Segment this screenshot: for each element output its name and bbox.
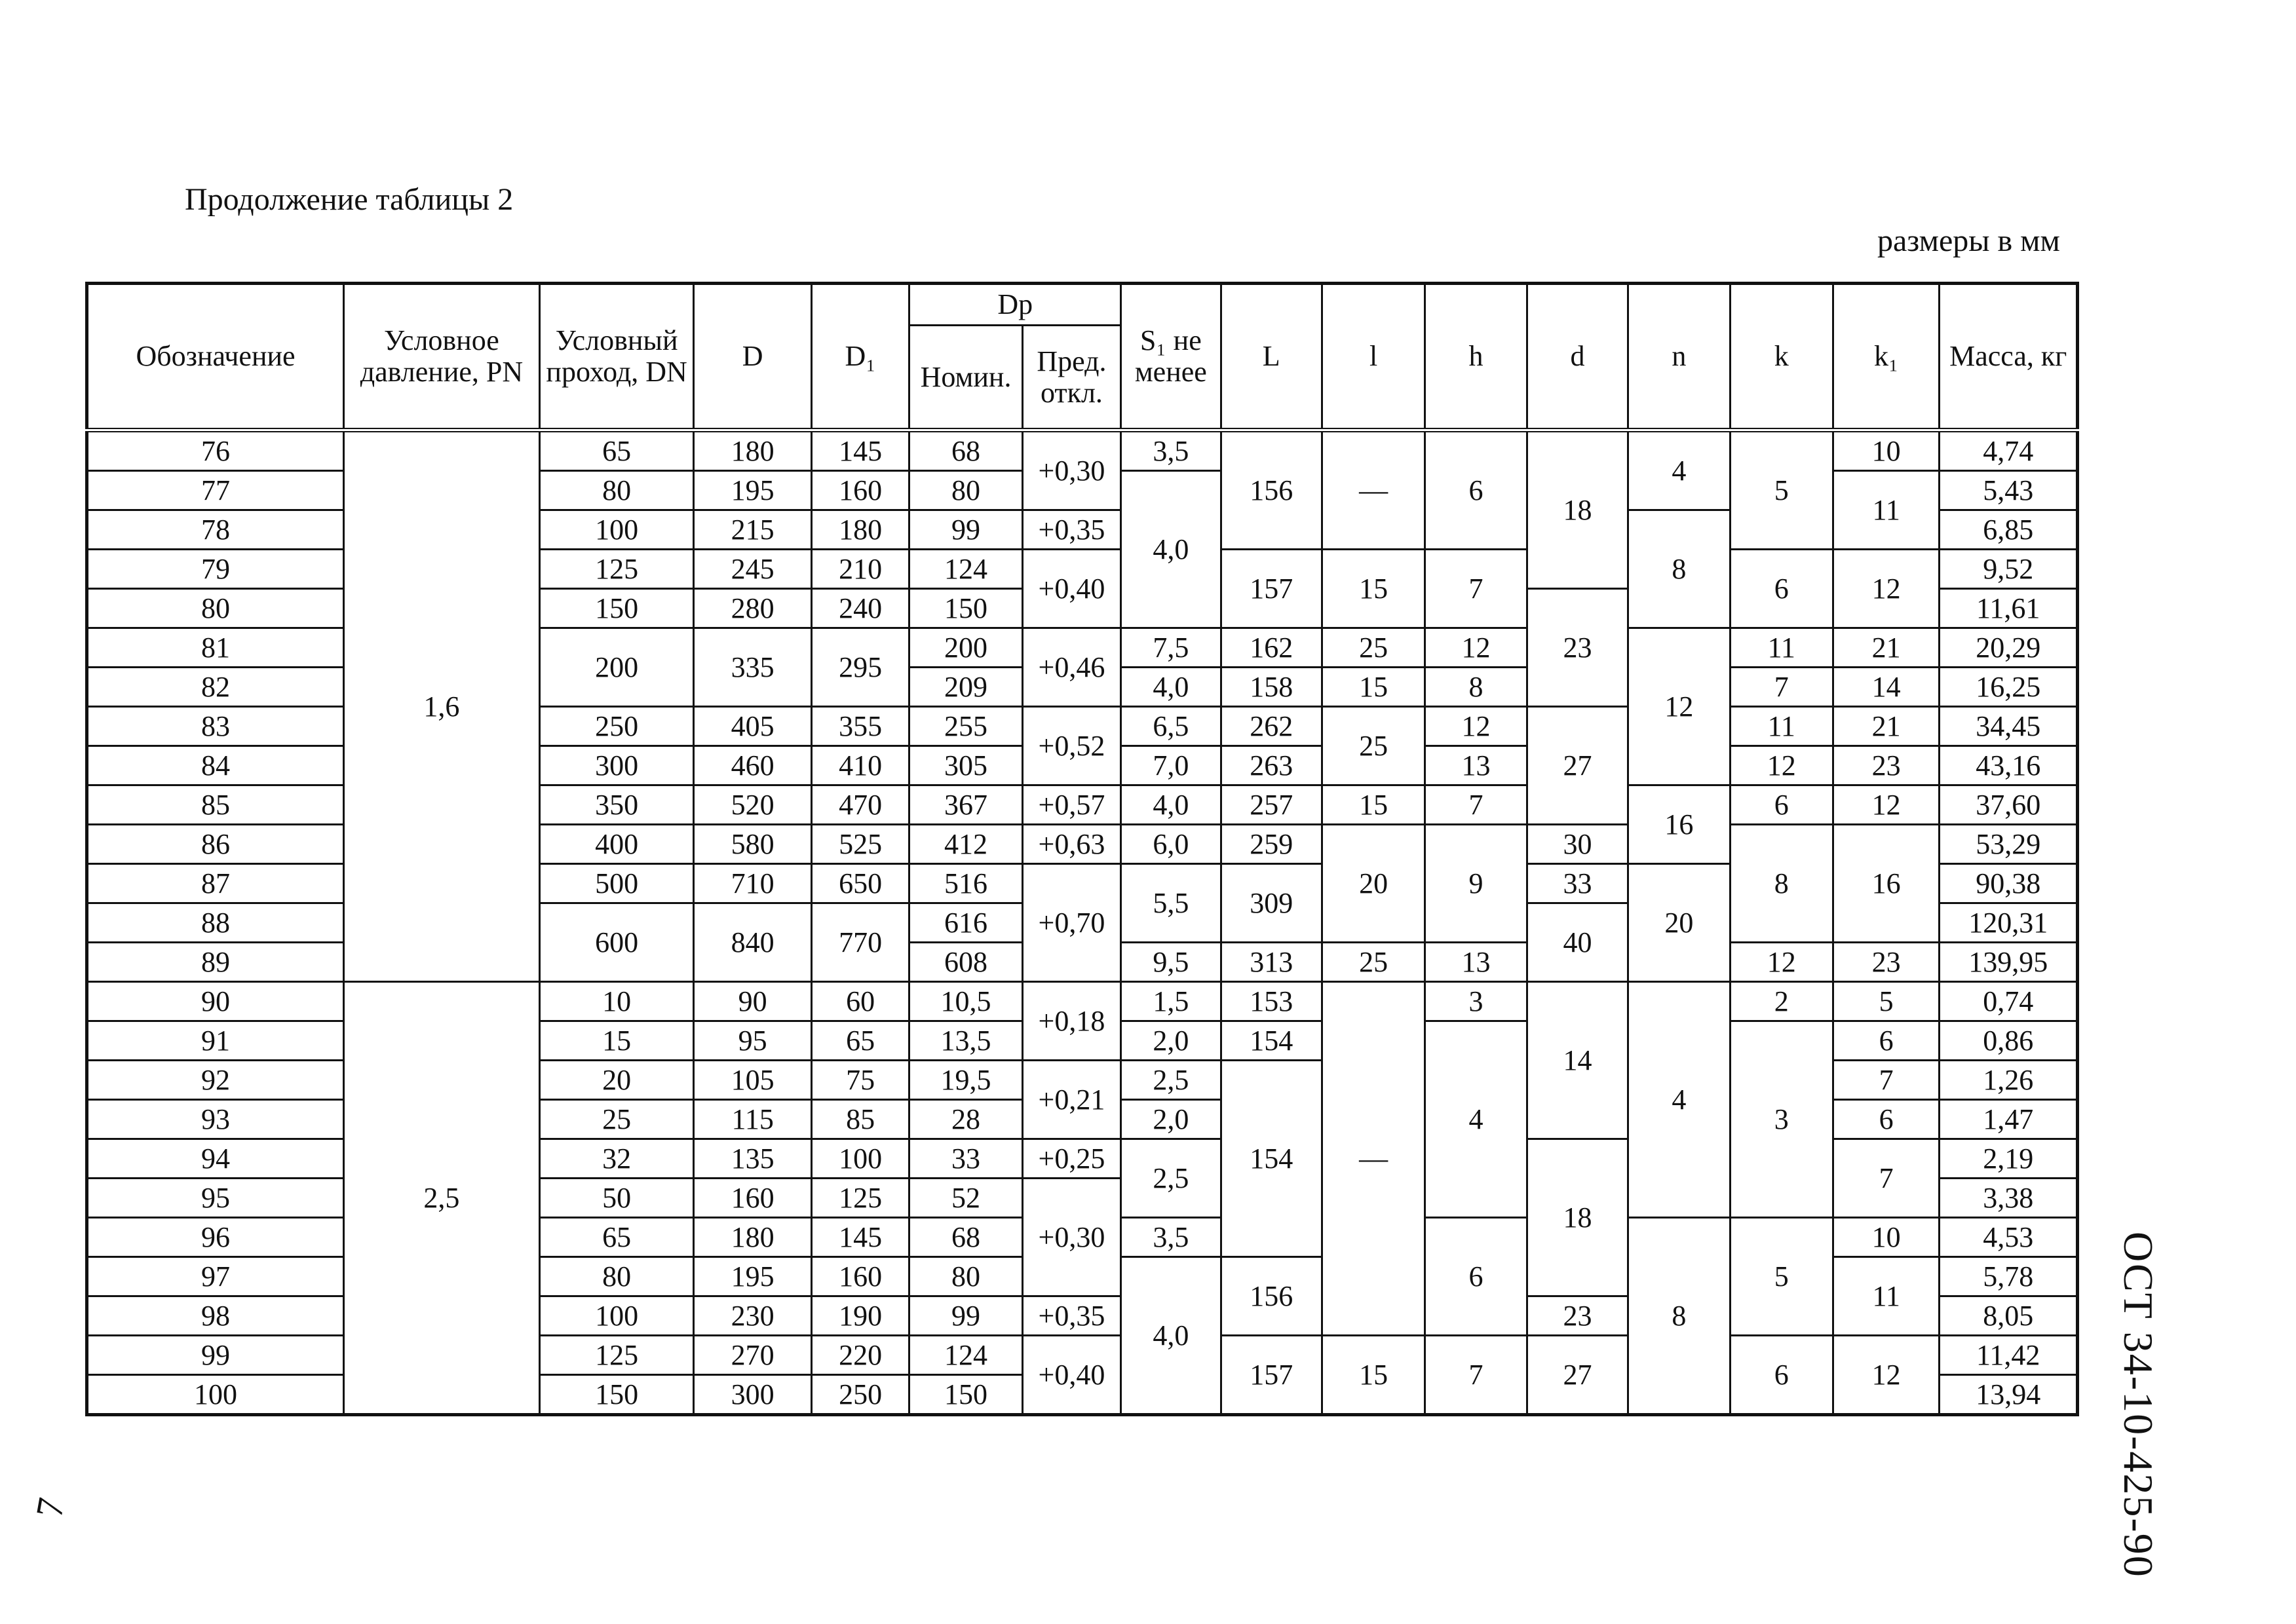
cell-mass: 6,85 — [1940, 510, 2078, 550]
cell-D: 520 — [694, 785, 811, 825]
cell-dp-tolerance: +0,57 — [1022, 785, 1120, 825]
cell-dp-tolerance: +0,52 — [1022, 707, 1120, 785]
cell-s1: 3,5 — [1121, 430, 1221, 471]
cell-D1: 525 — [811, 825, 909, 864]
cell-dn: 80 — [539, 471, 694, 510]
cell-dp-nominal: 99 — [909, 510, 1022, 550]
cell-pressure: 2,5 — [344, 982, 540, 1415]
cell-h: 4 — [1425, 1021, 1527, 1218]
cell-D1: 65 — [811, 1021, 909, 1061]
cell-d: 33 — [1527, 864, 1628, 903]
cell-dn: 125 — [539, 550, 694, 589]
cell-mass: 1,26 — [1940, 1061, 2078, 1100]
cell-s1: 6,0 — [1121, 825, 1221, 864]
cell-dn: 100 — [539, 510, 694, 550]
cell-d: 23 — [1527, 589, 1628, 707]
cell-dp-nominal: 68 — [909, 430, 1022, 471]
cell-mass: 3,38 — [1940, 1179, 2078, 1218]
cell-designation: 94 — [87, 1139, 344, 1179]
cell-designation: 93 — [87, 1100, 344, 1139]
cell-l: 25 — [1322, 628, 1425, 668]
cell-D1: 145 — [811, 1218, 909, 1257]
cell-d: 30 — [1527, 825, 1628, 864]
cell-k: 2 — [1730, 982, 1833, 1021]
cell-D1: 355 — [811, 707, 909, 746]
cell-k: 6 — [1730, 1336, 1833, 1415]
cell-designation: 81 — [87, 628, 344, 668]
cell-dp-nominal: 305 — [909, 746, 1022, 785]
cell-designation: 89 — [87, 943, 344, 982]
cell-dn: 350 — [539, 785, 694, 825]
cell-D: 230 — [694, 1296, 811, 1336]
cell-dp-tolerance: +0,25 — [1022, 1139, 1120, 1179]
cell-k: 11 — [1730, 628, 1833, 668]
header-D1: D₁ — [811, 284, 909, 430]
cell-mass: 0,74 — [1940, 982, 2078, 1021]
header-k: k — [1730, 284, 1833, 430]
cell-dn: 50 — [539, 1179, 694, 1218]
header-bore: Условный проход, DN — [539, 284, 694, 430]
cell-mass: 43,16 — [1940, 746, 2078, 785]
cell-mass: 11,61 — [1940, 589, 2078, 628]
cell-D1: 60 — [811, 982, 909, 1021]
cell-D1: 650 — [811, 864, 909, 903]
cell-l: 25 — [1322, 943, 1425, 982]
cell-designation: 87 — [87, 864, 344, 903]
cell-k1: 11 — [1833, 1257, 1939, 1336]
cell-designation: 98 — [87, 1296, 344, 1336]
cell-dp-nominal: 200 — [909, 628, 1022, 668]
cell-L: 156 — [1221, 1257, 1322, 1336]
cell-dp-nominal: 28 — [909, 1100, 1022, 1139]
cell-mass: 53,29 — [1940, 825, 2078, 864]
cell-L: 158 — [1221, 668, 1322, 707]
cell-D1: 75 — [811, 1061, 909, 1100]
cell-d: 27 — [1527, 1336, 1628, 1415]
cell-h: 6 — [1425, 1218, 1527, 1336]
cell-k1: 10 — [1833, 430, 1939, 471]
cell-designation: 91 — [87, 1021, 344, 1061]
table-caption: Продолжение таблицы 2 — [185, 182, 514, 217]
cell-k1: 12 — [1833, 550, 1939, 628]
cell-k1: 7 — [1833, 1061, 1939, 1100]
cell-dp-nominal: 124 — [909, 1336, 1022, 1375]
cell-D: 280 — [694, 589, 811, 628]
cell-D1: 210 — [811, 550, 909, 589]
cell-d: 40 — [1527, 903, 1628, 982]
cell-dp-tolerance: +0,63 — [1022, 825, 1120, 864]
cell-mass: 34,45 — [1940, 707, 2078, 746]
cell-L: 309 — [1221, 864, 1322, 943]
cell-s1: 9,5 — [1121, 943, 1221, 982]
units-note: размеры в мм — [1877, 223, 2060, 258]
cell-dn: 200 — [539, 628, 694, 707]
header-Dp: Dp — [909, 284, 1121, 326]
cell-k: 12 — [1730, 746, 1833, 785]
cell-L: 154 — [1221, 1021, 1322, 1061]
cell-dp-nominal: 209 — [909, 668, 1022, 707]
cell-D1: 160 — [811, 471, 909, 510]
dimensions-table-wrapper — [85, 282, 2079, 1416]
cell-l: 20 — [1322, 825, 1425, 943]
cell-D: 335 — [694, 628, 811, 707]
cell-s1: 4,0 — [1121, 785, 1221, 825]
cell-l: 25 — [1322, 707, 1425, 785]
cell-D1: 100 — [811, 1139, 909, 1179]
cell-dn: 500 — [539, 864, 694, 903]
cell-dp-tolerance: +0,46 — [1022, 628, 1120, 707]
cell-s1: 4,0 — [1121, 1257, 1221, 1415]
cell-dp-nominal: 80 — [909, 1257, 1022, 1296]
cell-dp-tolerance: +0,30 — [1022, 1179, 1120, 1296]
cell-L: 259 — [1221, 825, 1322, 864]
cell-k: 5 — [1730, 430, 1833, 550]
cell-D1: 180 — [811, 510, 909, 550]
cell-dp-tolerance: +0,21 — [1022, 1061, 1120, 1139]
cell-D: 105 — [694, 1061, 811, 1100]
header-D: D — [694, 284, 811, 430]
cell-D: 195 — [694, 471, 811, 510]
cell-designation: 86 — [87, 825, 344, 864]
cell-k1: 14 — [1833, 668, 1939, 707]
cell-designation: 78 — [87, 510, 344, 550]
cell-dp-nominal: 124 — [909, 550, 1022, 589]
cell-designation: 82 — [87, 668, 344, 707]
cell-D1: 240 — [811, 589, 909, 628]
cell-k1: 21 — [1833, 707, 1939, 746]
cell-dn: 65 — [539, 430, 694, 471]
cell-D: 180 — [694, 430, 811, 471]
cell-designation: 79 — [87, 550, 344, 589]
cell-k1: 23 — [1833, 746, 1939, 785]
cell-k: 6 — [1730, 785, 1833, 825]
cell-designation: 95 — [87, 1179, 344, 1218]
cell-n: 8 — [1628, 1218, 1730, 1415]
cell-k1: 12 — [1833, 1336, 1939, 1415]
cell-l: 15 — [1322, 1336, 1425, 1415]
cell-designation: 85 — [87, 785, 344, 825]
cell-dp-nominal: 52 — [909, 1179, 1022, 1218]
cell-dn: 400 — [539, 825, 694, 864]
cell-D: 215 — [694, 510, 811, 550]
cell-k1: 11 — [1833, 471, 1939, 550]
cell-h: 7 — [1425, 550, 1527, 628]
cell-k: 7 — [1730, 668, 1833, 707]
header-designation: Обозначение — [87, 284, 344, 430]
cell-D1: 295 — [811, 628, 909, 707]
cell-d: 14 — [1527, 982, 1628, 1139]
cell-n: 16 — [1628, 785, 1730, 864]
cell-s1: 2,5 — [1121, 1139, 1221, 1218]
cell-designation: 96 — [87, 1218, 344, 1257]
cell-designation: 100 — [87, 1375, 344, 1415]
cell-mass: 139,95 — [1940, 943, 2078, 982]
cell-mass: 120,31 — [1940, 903, 2078, 943]
cell-dp-tolerance: +0,30 — [1022, 430, 1120, 510]
cell-dp-tolerance: +0,70 — [1022, 864, 1120, 982]
cell-D: 300 — [694, 1375, 811, 1415]
cell-dp-nominal: 33 — [909, 1139, 1022, 1179]
standard-code: ОСТ 34-10-425-90 — [2115, 1232, 2162, 1578]
cell-D1: 160 — [811, 1257, 909, 1296]
cell-s1: 5,5 — [1121, 864, 1221, 943]
cell-mass: 13,94 — [1940, 1375, 2078, 1415]
cell-D: 180 — [694, 1218, 811, 1257]
cell-h: 6 — [1425, 430, 1527, 550]
cell-mass: 4,53 — [1940, 1218, 2078, 1257]
cell-dn: 600 — [539, 903, 694, 982]
cell-dp-nominal: 80 — [909, 471, 1022, 510]
cell-mass: 37,60 — [1940, 785, 2078, 825]
cell-h: 12 — [1425, 628, 1527, 668]
cell-D: 135 — [694, 1139, 811, 1179]
cell-designation: 88 — [87, 903, 344, 943]
cell-h: 9 — [1425, 825, 1527, 943]
cell-s1: 2,0 — [1121, 1100, 1221, 1139]
cell-designation: 80 — [87, 589, 344, 628]
cell-dp-nominal: 99 — [909, 1296, 1022, 1336]
cell-k1: 12 — [1833, 785, 1939, 825]
cell-mass: 0,86 — [1940, 1021, 2078, 1061]
cell-k: 3 — [1730, 1021, 1833, 1218]
cell-n: 4 — [1628, 430, 1730, 510]
cell-pressure: 1,6 — [344, 430, 540, 982]
header-dp-tolerance: Пред. откл. — [1022, 326, 1120, 430]
cell-h: 13 — [1425, 746, 1527, 785]
cell-mass: 1,47 — [1940, 1100, 2078, 1139]
cell-dn: 100 — [539, 1296, 694, 1336]
cell-h: 7 — [1425, 1336, 1527, 1415]
cell-D: 160 — [694, 1179, 811, 1218]
cell-l: 15 — [1322, 785, 1425, 825]
cell-mass: 5,78 — [1940, 1257, 2078, 1296]
cell-dn: 150 — [539, 1375, 694, 1415]
cell-designation: 99 — [87, 1336, 344, 1375]
cell-D: 405 — [694, 707, 811, 746]
cell-dn: 65 — [539, 1218, 694, 1257]
cell-dp-nominal: 19,5 — [909, 1061, 1022, 1100]
cell-n: 12 — [1628, 628, 1730, 785]
cell-designation: 92 — [87, 1061, 344, 1100]
cell-k: 6 — [1730, 550, 1833, 628]
cell-L: 153 — [1221, 982, 1322, 1021]
cell-l: — — [1322, 430, 1425, 550]
cell-D: 95 — [694, 1021, 811, 1061]
cell-L: 156 — [1221, 430, 1322, 550]
header-l: l — [1322, 284, 1425, 430]
cell-L: 157 — [1221, 550, 1322, 628]
cell-l: 15 — [1322, 668, 1425, 707]
cell-D: 115 — [694, 1100, 811, 1139]
cell-dp-nominal: 10,5 — [909, 982, 1022, 1021]
table-row — [87, 982, 2078, 1021]
cell-k1: 23 — [1833, 943, 1939, 982]
cell-L: 313 — [1221, 943, 1322, 982]
cell-mass: 11,42 — [1940, 1336, 2078, 1375]
cell-D1: 470 — [811, 785, 909, 825]
cell-h: 13 — [1425, 943, 1527, 982]
cell-dn: 150 — [539, 589, 694, 628]
cell-mass: 4,74 — [1940, 430, 2078, 471]
cell-dp-nominal: 68 — [909, 1218, 1022, 1257]
cell-L: 154 — [1221, 1061, 1322, 1257]
cell-L: 157 — [1221, 1336, 1322, 1415]
header-n: n — [1628, 284, 1730, 430]
cell-D: 195 — [694, 1257, 811, 1296]
cell-n: 4 — [1628, 982, 1730, 1218]
cell-D: 270 — [694, 1336, 811, 1375]
cell-dp-nominal: 367 — [909, 785, 1022, 825]
cell-k1: 21 — [1833, 628, 1939, 668]
cell-designation: 77 — [87, 471, 344, 510]
cell-designation: 76 — [87, 430, 344, 471]
cell-n: 8 — [1628, 510, 1730, 628]
cell-k1: 10 — [1833, 1218, 1939, 1257]
header-dp-nominal: Номин. — [909, 326, 1022, 430]
cell-dp-tolerance: +0,18 — [1022, 982, 1120, 1061]
cell-dn: 250 — [539, 707, 694, 746]
cell-l: 15 — [1322, 550, 1425, 628]
cell-D: 90 — [694, 982, 811, 1021]
cell-dp-nominal: 516 — [909, 864, 1022, 903]
cell-D1: 145 — [811, 430, 909, 471]
cell-k: 5 — [1730, 1218, 1833, 1336]
cell-dn: 15 — [539, 1021, 694, 1061]
cell-designation: 84 — [87, 746, 344, 785]
cell-k1: 6 — [1833, 1100, 1939, 1139]
cell-dn: 300 — [539, 746, 694, 785]
cell-l: — — [1322, 982, 1425, 1336]
cell-s1: 2,0 — [1121, 1021, 1221, 1061]
cell-dn: 125 — [539, 1336, 694, 1375]
header-d: d — [1527, 284, 1628, 430]
cell-mass: 5,43 — [1940, 471, 2078, 510]
cell-k1: 7 — [1833, 1139, 1939, 1218]
cell-s1: 6,5 — [1121, 707, 1221, 746]
cell-dn: 20 — [539, 1061, 694, 1100]
cell-D1: 220 — [811, 1336, 909, 1375]
cell-mass: 2,19 — [1940, 1139, 2078, 1179]
page-mark: 7 — [27, 1494, 73, 1521]
cell-dp-tolerance: +0,40 — [1022, 1336, 1120, 1415]
cell-D: 840 — [694, 903, 811, 982]
cell-mass: 16,25 — [1940, 668, 2078, 707]
cell-designation: 90 — [87, 982, 344, 1021]
cell-D1: 250 — [811, 1375, 909, 1415]
cell-mass: 20,29 — [1940, 628, 2078, 668]
cell-D: 460 — [694, 746, 811, 785]
dimensions-table — [85, 282, 2079, 1416]
cell-designation: 83 — [87, 707, 344, 746]
cell-L: 162 — [1221, 628, 1322, 668]
cell-dp-nominal: 608 — [909, 943, 1022, 982]
cell-L: 257 — [1221, 785, 1322, 825]
cell-k: 11 — [1730, 707, 1833, 746]
cell-h: 3 — [1425, 982, 1527, 1021]
header-pressure: Условное давление, PN — [344, 284, 540, 430]
cell-D1: 125 — [811, 1179, 909, 1218]
header-h: h — [1425, 284, 1527, 430]
cell-s1: 1,5 — [1121, 982, 1221, 1021]
cell-h: 8 — [1425, 668, 1527, 707]
header-mass: Масса, кг — [1940, 284, 2078, 430]
cell-h: 7 — [1425, 785, 1527, 825]
cell-dp-nominal: 616 — [909, 903, 1022, 943]
cell-D: 245 — [694, 550, 811, 589]
header-L: L — [1221, 284, 1322, 430]
cell-mass: 9,52 — [1940, 550, 2078, 589]
table-row — [87, 430, 2078, 471]
cell-s1: 3,5 — [1121, 1218, 1221, 1257]
cell-dp-nominal: 150 — [909, 589, 1022, 628]
cell-s1: 7,5 — [1121, 628, 1221, 668]
cell-s1: 4,0 — [1121, 668, 1221, 707]
cell-dp-nominal: 412 — [909, 825, 1022, 864]
cell-dp-nominal: 255 — [909, 707, 1022, 746]
cell-d: 18 — [1527, 1139, 1628, 1296]
cell-d: 18 — [1527, 430, 1628, 589]
cell-s1: 2,5 — [1121, 1061, 1221, 1100]
cell-dp-tolerance: +0,35 — [1022, 510, 1120, 550]
header-k1: k₁ — [1833, 284, 1939, 430]
cell-mass: 90,38 — [1940, 864, 2078, 903]
cell-dp-nominal: 13,5 — [909, 1021, 1022, 1061]
cell-dn: 25 — [539, 1100, 694, 1139]
cell-D1: 85 — [811, 1100, 909, 1139]
cell-designation: 97 — [87, 1257, 344, 1296]
cell-D1: 410 — [811, 746, 909, 785]
cell-k: 12 — [1730, 943, 1833, 982]
cell-d: 23 — [1527, 1296, 1628, 1336]
cell-D: 580 — [694, 825, 811, 864]
cell-s1: 4,0 — [1121, 471, 1221, 628]
cell-d: 27 — [1527, 707, 1628, 825]
cell-dp-nominal: 150 — [909, 1375, 1022, 1415]
cell-dn: 80 — [539, 1257, 694, 1296]
cell-k: 8 — [1730, 825, 1833, 943]
cell-dp-tolerance: +0,35 — [1022, 1296, 1120, 1336]
cell-D1: 770 — [811, 903, 909, 982]
cell-dn: 10 — [539, 982, 694, 1021]
cell-k1: 16 — [1833, 825, 1939, 943]
cell-n: 20 — [1628, 864, 1730, 982]
cell-L: 263 — [1221, 746, 1322, 785]
cell-h: 12 — [1425, 707, 1527, 746]
cell-s1: 7,0 — [1121, 746, 1221, 785]
cell-k1: 6 — [1833, 1021, 1939, 1061]
cell-D: 710 — [694, 864, 811, 903]
cell-D1: 190 — [811, 1296, 909, 1336]
header-S1: S₁ не менее — [1121, 284, 1221, 430]
cell-dn: 32 — [539, 1139, 694, 1179]
cell-L: 262 — [1221, 707, 1322, 746]
cell-k1: 5 — [1833, 982, 1939, 1021]
cell-dp-tolerance: +0,40 — [1022, 550, 1120, 628]
cell-mass: 8,05 — [1940, 1296, 2078, 1336]
